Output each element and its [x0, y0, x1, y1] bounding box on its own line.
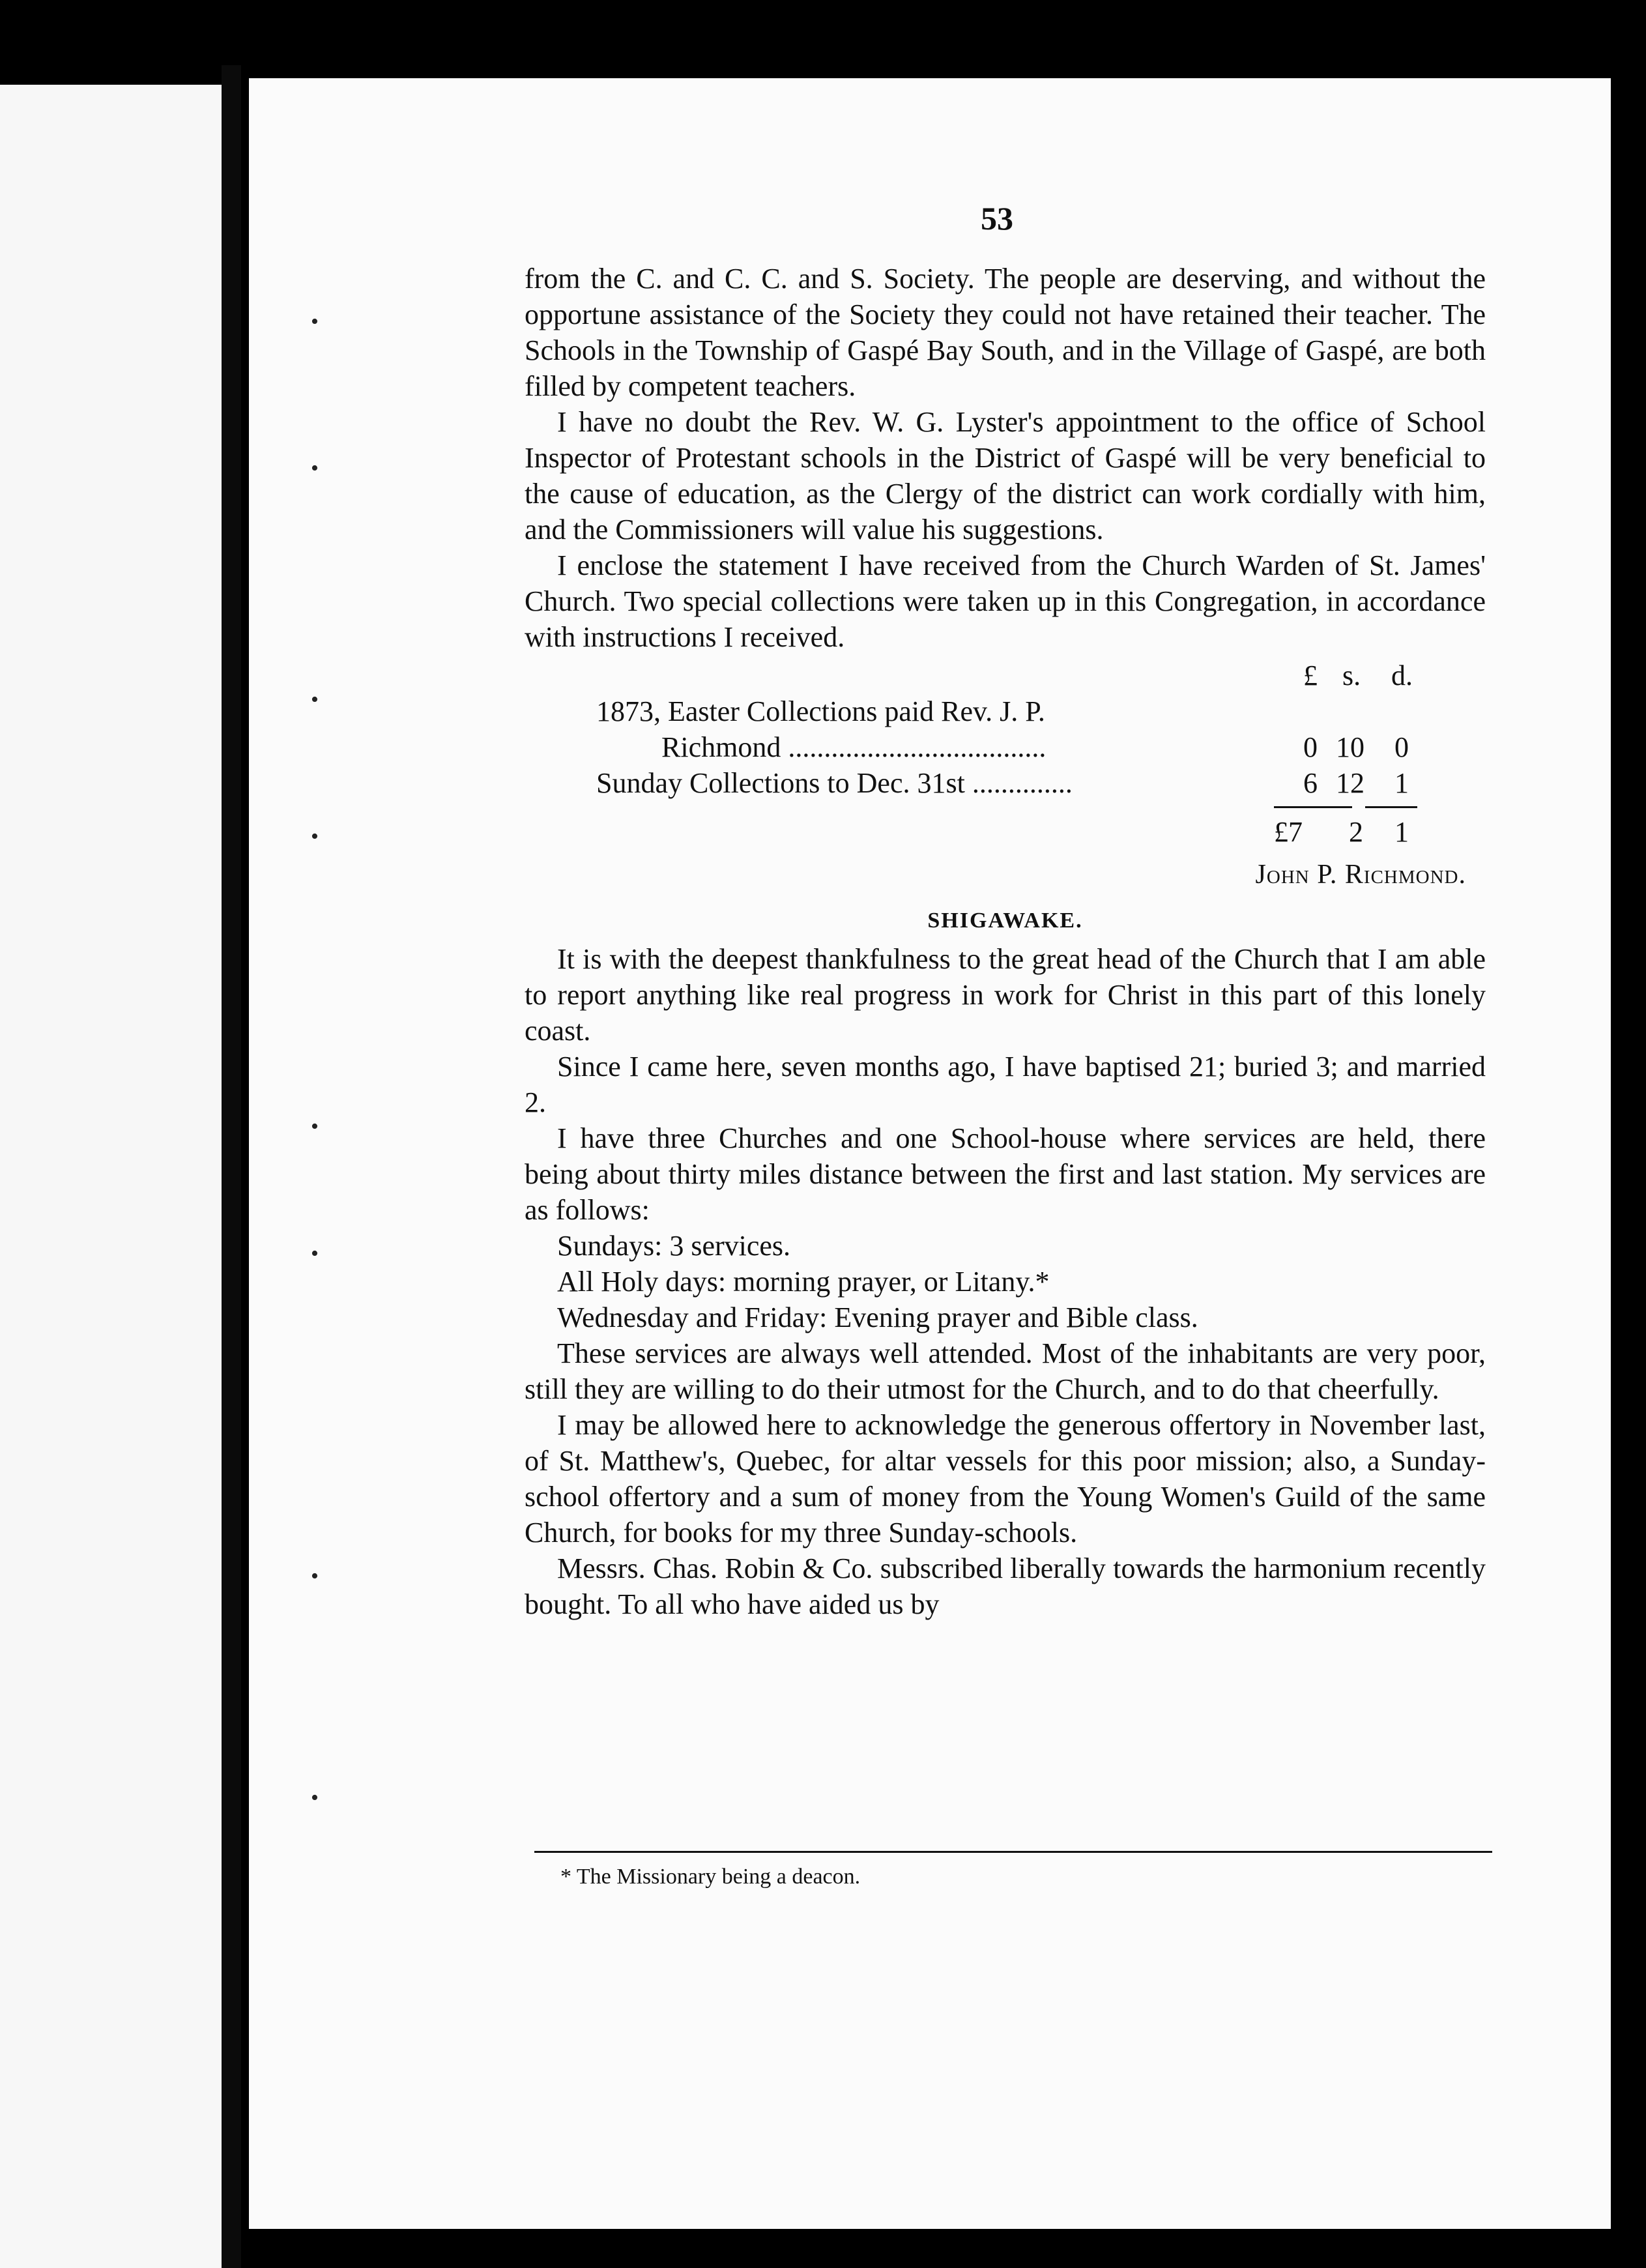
row-pence: 0 — [1394, 731, 1409, 763]
total-pounds: £7 — [1274, 816, 1303, 848]
paragraph: from the C. and C. C. and S. Society. The people are deserving, and without the opportune assistance of the Society they could not have retained their teacher. The Schools in the Township of Gaspé Bay South, and in the Village of Gaspé, are both filled by competent teachers. — [525, 263, 1486, 402]
row-pence: 1 — [1394, 767, 1409, 799]
total-rule — [1365, 806, 1417, 808]
margin-mark: • — [311, 1242, 319, 1266]
margin-mark: • — [311, 688, 319, 712]
page-number: 53 — [981, 200, 1013, 237]
account-statement — [525, 658, 1486, 853]
margin-mark: • — [311, 1564, 319, 1588]
paragraph: I enclose the statement I have received from the Church Warden of St. James' Church. Two special collections were taken up in this Congregation, in accordance with instructions I received. — [525, 549, 1486, 653]
paragraph: Messrs. Chas. Robin & Co. subscribed liberally towards the harmonium recently bought. To all who have aided us by — [525, 1552, 1486, 1620]
margin-mark: • — [311, 310, 319, 334]
row-label: Richmond .................................... — [661, 731, 1047, 763]
total-rule — [1274, 806, 1352, 808]
paragraph: It is with the deepest thankfulness to the great head of the Church that I am able to report anything like real progress in work for Christ in this part of this lonely coast. — [525, 943, 1486, 1047]
section-heading: SHIGAWAKE. — [927, 909, 1083, 933]
body-text — [525, 261, 1486, 1622]
service-line: Wednesday and Friday: Evening prayer and Bible class. — [557, 1301, 1198, 1333]
header-pounds: £ — [1303, 660, 1318, 691]
service-line: All Holy days: morning prayer, or Litany.* — [557, 1266, 1050, 1298]
paragraph: I have three Churches and one School-house where services are held, there being about thirty miles distance between the first and last station. My services are as follows: — [525, 1122, 1486, 1226]
margin-mark: • — [311, 1786, 319, 1810]
margin-mark: • — [311, 1114, 319, 1139]
paragraph: I may be allowed here to acknowledge the generous offertory in November last, of St. Matthew's, Quebec, for altar vessels for this poor mission; also, a Sunday-school offertory and a sum of money from the Young Women's Guild of the same Church, for books for my three Sunday-schools. — [525, 1409, 1486, 1548]
header-shillings: s. — [1342, 660, 1361, 691]
row-pounds: 6 — [1303, 767, 1318, 799]
row-label: 1873, Easter Collections paid Rev. J. P. — [596, 695, 1045, 727]
row-shillings: 12 — [1336, 767, 1364, 799]
facing-page-fragment — [0, 85, 222, 2268]
page-binding-edge — [222, 65, 241, 2268]
total-shillings: 2 — [1349, 816, 1363, 848]
row-shillings: 10 — [1336, 731, 1364, 763]
margin-mark: • — [311, 824, 319, 849]
paragraph: These services are always well attended. Most of the inhabitants are very poor, still they are willing to do their utmost for the Church, and to do that cheerfully. — [525, 1337, 1486, 1405]
paragraph: Since I came here, seven months ago, I have baptised 21; buried 3; and married 2. — [525, 1051, 1486, 1118]
signature: John P. Richmond. — [1255, 860, 1466, 890]
margin-mark: • — [311, 456, 319, 480]
total-pence: 1 — [1394, 816, 1409, 848]
row-label: Sunday Collections to Dec. 31st .............. — [596, 767, 1073, 799]
row-pounds: 0 — [1303, 731, 1318, 763]
footnote-rule — [534, 1851, 1492, 1853]
footnote: * The Missionary being a deacon. — [560, 1865, 861, 1889]
service-line: Sundays: 3 services. — [557, 1230, 791, 1262]
paragraph: I have no doubt the Rev. W. G. Lyster's appointment to the office of School Inspector of Protestant schools in the District of Gaspé will be very beneficial to the cause of education, as the Clergy of the district can work cordially with him, and the Commissioners will value his suggestions. — [525, 406, 1486, 545]
header-pence: d. — [1391, 660, 1413, 691]
